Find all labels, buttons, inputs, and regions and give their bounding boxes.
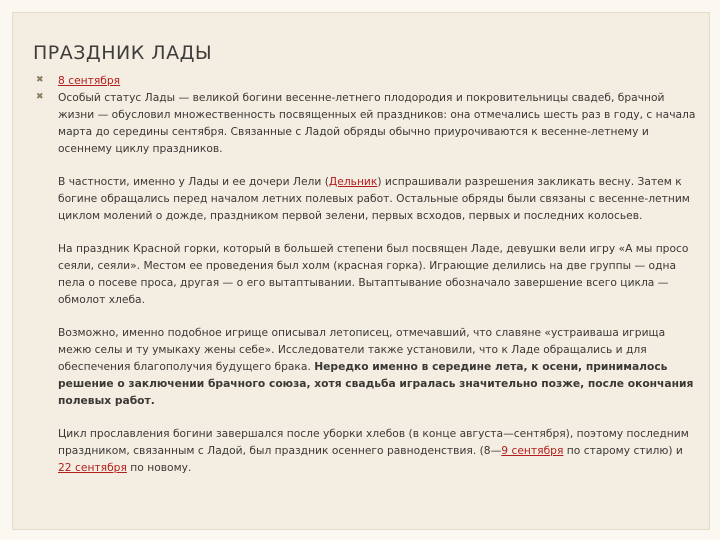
paragraph-3: На праздник Красной горки, который в большей степени был посвящен Ладе, девушки вели игру «А мы просо сеяли, сеяли». Местом ее проведения был холм (красная горка). Играющие делились на две группы — одна пела о посеве проса, другая — о его вытаптывании. Вытаптывание обозначало завершение всего цикла — обмолот хлеба. (58, 242, 689, 306)
paragraph-2 (58, 173, 696, 224)
paragraph-1: Особый статус Лады — великой богини весенне-летнего плодородия и покровительницы свадеб, брачной жизни — обусловил множественность посвященных ей праздников: она отмечались шесть раз в году, с начала марта до середины сентября. Связанные с Ладой обряды обычно приурочиваются к весенне-летнему и осеннему циклу праздников. (58, 91, 696, 155)
sept-9-link[interactable]: 9 сентября (501, 444, 564, 457)
paragraph-4-text-a: Возможно, именно подобное игрище описывал летописец, отмечавший, что славяне «устраиваша игрища межю селы и ту умыкаху жены себе». Исследователи также установили, что к Ладе обращались и для обеспечения благополучия будущего брака. (58, 326, 666, 373)
paragraph-5-text-a: Цикл прославления богини завершался после уборки хлебов (в конце августа—сентября), поэтому последним праздником, связанным с Ладой, был праздник осеннего равноденствия. (8— (58, 427, 689, 457)
bullet-item-date (36, 72, 696, 89)
paragraph-2-text-a: В частности, именно у Лады и ее дочери Лели ( (58, 175, 329, 188)
paragraph-5-text-b: по старому стилю) и (563, 444, 683, 457)
paragraph-4-bold: Нередко именно в середине лета, к осени, принималось решение о заключении брачного союза, хотя свадьба игралась значительно позже, после окончания полевых работ. (58, 360, 694, 407)
paragraph-2-text-b: ) испрашивали разрешения закликать весну. Затем к богине обращались перед началом летних полевых работ. Остальные обряды были связаны с весенне-летним циклом молений о дожде, праздником первой зелени, первых всходов, первых и последних колосьев. (58, 175, 690, 222)
bullet-item-description (36, 89, 696, 476)
paragraph-4 (58, 324, 696, 409)
slide-title: ПРАЗДНИК ЛАДЫ (33, 42, 213, 64)
delnik-link[interactable]: Дельник (328, 175, 378, 188)
sept-22-link[interactable]: 22 сентября (58, 461, 127, 474)
slide-content (36, 72, 696, 492)
x-bullet-icon: ✖ (36, 92, 44, 102)
x-bullet-icon: ✖ (36, 75, 44, 85)
paragraph-5 (58, 425, 696, 476)
paragraph-5-text-c: по новому. (126, 461, 192, 474)
bullet-text (58, 72, 696, 89)
date-link[interactable]: 8 сентября (58, 74, 121, 87)
